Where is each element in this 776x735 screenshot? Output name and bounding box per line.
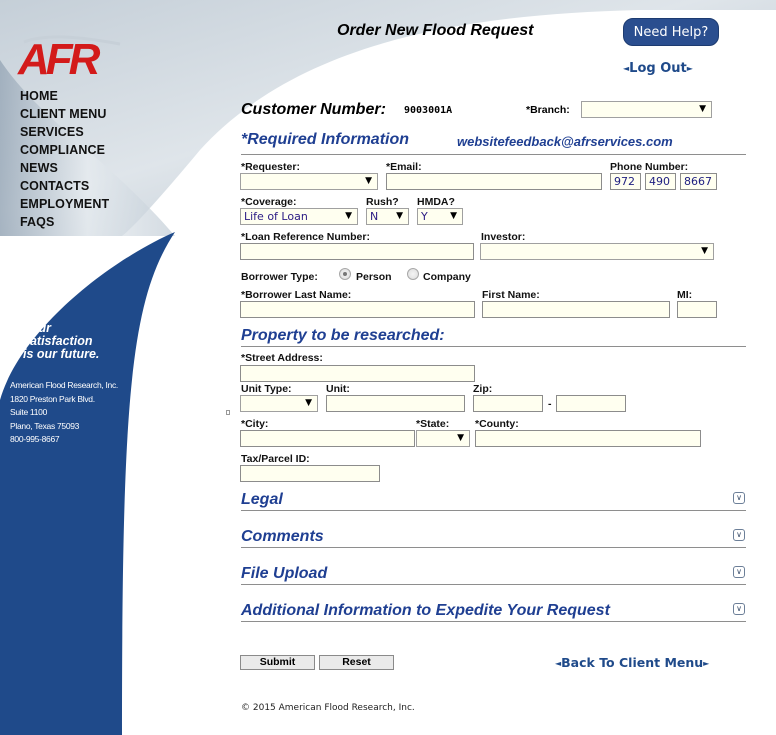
company-option-label: Company — [423, 271, 471, 283]
email-label: *Email: — [386, 161, 422, 173]
address-line: Plano, Texas 75093 — [10, 420, 80, 431]
tax-parcel-label: Tax/Parcel ID: — [241, 453, 310, 465]
coverage-value: Life of Loan — [244, 210, 308, 223]
caret-down-icon: ▼ — [365, 176, 372, 186]
caret-down-icon: ▼ — [396, 211, 403, 221]
tagline-line: is our future. — [23, 347, 100, 361]
phone-line-field[interactable]: 8667 — [680, 173, 717, 190]
section-additional-info-header[interactable]: Additional Information to Expedite Your Request — [241, 602, 610, 619]
zip-label: Zip: — [473, 383, 493, 395]
street-label: *Street Address: — [241, 352, 323, 364]
expand-chevron-icon[interactable]: ∨ — [733, 529, 745, 541]
submit-button[interactable]: Submit — [240, 655, 315, 670]
arrow-right-icon: ► — [686, 64, 693, 73]
placeholder-box — [226, 410, 230, 415]
caret-down-icon: ▼ — [450, 211, 457, 221]
back-label: Back To Client Menu — [561, 655, 704, 670]
zip-field[interactable] — [473, 395, 543, 412]
person-option-label: Person — [356, 271, 392, 283]
nav-contacts[interactable]: CONTACTS — [20, 179, 90, 193]
unit-type-select[interactable] — [240, 395, 318, 412]
sidebar-tagline — [23, 322, 99, 361]
divider — [241, 621, 746, 622]
requester-label: *Requester: — [241, 161, 300, 173]
phone-prefix-field[interactable]: 490 — [645, 173, 676, 190]
county-field[interactable] — [475, 430, 701, 447]
svg-text:AFR: AFR — [18, 35, 97, 78]
hmda-value: Y — [421, 210, 428, 223]
divider — [241, 584, 746, 585]
tagline-line: Your — [23, 321, 52, 335]
loan-ref-label: *Loan Reference Number: — [241, 231, 370, 243]
nav-employment[interactable]: EMPLOYMENT — [20, 197, 110, 211]
borrower-type-company-radio[interactable] — [407, 268, 419, 280]
reset-button[interactable]: Reset — [319, 655, 394, 670]
first-name-label: First Name: — [482, 289, 540, 301]
unit-type-label: Unit Type: — [241, 383, 292, 395]
main-nav — [20, 88, 109, 232]
caret-down-icon: ▼ — [345, 211, 352, 221]
phone-area-code-field[interactable]: 972 — [610, 173, 641, 190]
expand-chevron-icon[interactable]: ∨ — [733, 566, 745, 578]
section-comments-header[interactable]: Comments — [241, 528, 324, 545]
feedback-email-link[interactable]: websitefeedback@afrservices.com — [457, 134, 673, 149]
first-name-field[interactable] — [482, 301, 670, 318]
investor-select[interactable] — [480, 243, 714, 260]
hmda-label: HMDA? — [417, 196, 455, 208]
company-address — [10, 379, 118, 447]
caret-down-icon: ▼ — [457, 433, 464, 443]
investor-label: Investor: — [481, 231, 526, 243]
divider — [241, 547, 746, 548]
borrower-type-label: Borrower Type: — [241, 271, 318, 283]
caret-down-icon: ▼ — [701, 246, 708, 256]
address-line: 800-995-8667 — [10, 434, 60, 444]
branch-label: *Branch: — [526, 104, 570, 116]
street-address-field[interactable] — [240, 365, 475, 382]
divider — [241, 346, 746, 347]
copyright: © 2015 American Flood Research, Inc. — [241, 703, 415, 713]
nav-news[interactable]: NEWS — [20, 161, 58, 175]
last-name-label: *Borrower Last Name: — [241, 289, 352, 301]
expand-chevron-icon[interactable]: ∨ — [733, 492, 745, 504]
last-name-field[interactable] — [240, 301, 475, 318]
caret-down-icon: ▼ — [305, 398, 312, 408]
coverage-label: *Coverage: — [241, 196, 297, 208]
page-title: Order New Flood Request — [337, 22, 534, 39]
state-select[interactable] — [416, 430, 470, 447]
divider — [241, 154, 746, 155]
branch-select[interactable] — [581, 101, 712, 118]
property-heading: Property to be researched: — [241, 327, 445, 344]
rush-label: Rush? — [366, 196, 399, 208]
logout-label: Log Out — [629, 61, 687, 76]
section-file-upload-header[interactable]: File Upload — [241, 565, 328, 582]
rush-value: N — [370, 210, 379, 223]
divider — [241, 510, 746, 511]
rush-select[interactable] — [366, 208, 409, 225]
arrow-left-icon: ◄ — [623, 64, 630, 73]
nav-client-menu[interactable]: CLIENT MENU — [20, 107, 107, 121]
zip-separator: - — [548, 398, 552, 410]
requester-select[interactable] — [240, 173, 378, 190]
arrow-right-icon: ► — [703, 659, 710, 668]
caret-down-icon: ▼ — [699, 104, 706, 114]
nav-services[interactable]: SERVICES — [20, 125, 84, 139]
arrow-left-icon: ◄ — [555, 659, 562, 668]
nav-faqs[interactable]: FAQS — [20, 215, 55, 229]
tagline-line: satisfaction — [23, 334, 93, 348]
city-label: *City: — [241, 418, 269, 430]
customer-number-label: Customer Number: — [241, 101, 386, 118]
mi-label: MI: — [677, 289, 693, 301]
city-field[interactable] — [240, 430, 415, 447]
nav-compliance[interactable]: COMPLIANCE — [20, 143, 106, 157]
address-line: American Flood Research, Inc. — [10, 380, 118, 390]
need-help-button[interactable]: Need Help? — [623, 18, 719, 46]
customer-number-value: 9003001A — [404, 105, 453, 116]
county-label: *County: — [475, 418, 519, 430]
address-line: 1820 Preston Park Blvd. — [10, 393, 95, 404]
loan-ref-field[interactable] — [240, 243, 474, 260]
email-field[interactable] — [386, 173, 602, 190]
zip4-field[interactable] — [556, 395, 626, 412]
unit-field[interactable] — [326, 395, 465, 412]
hmda-select[interactable] — [417, 208, 463, 225]
required-info-heading: *Required Information — [241, 131, 410, 148]
tax-parcel-field[interactable] — [240, 465, 380, 482]
nav-home[interactable]: HOME — [20, 89, 58, 103]
coverage-select[interactable] — [240, 208, 358, 225]
borrower-type-person-radio[interactable] — [339, 268, 351, 280]
afr-logo[interactable] — [16, 32, 126, 78]
state-label: *State: — [416, 418, 450, 430]
mi-field[interactable] — [677, 301, 717, 318]
phone-label: Phone Number: — [610, 161, 689, 173]
address-line: Suite 1100 — [10, 407, 48, 417]
logout-link[interactable] — [623, 61, 693, 76]
back-to-client-menu-link[interactable] — [555, 655, 709, 670]
unit-label: Unit: — [326, 383, 350, 395]
expand-chevron-icon[interactable]: ∨ — [733, 603, 745, 615]
section-legal-header[interactable]: Legal — [241, 491, 283, 508]
